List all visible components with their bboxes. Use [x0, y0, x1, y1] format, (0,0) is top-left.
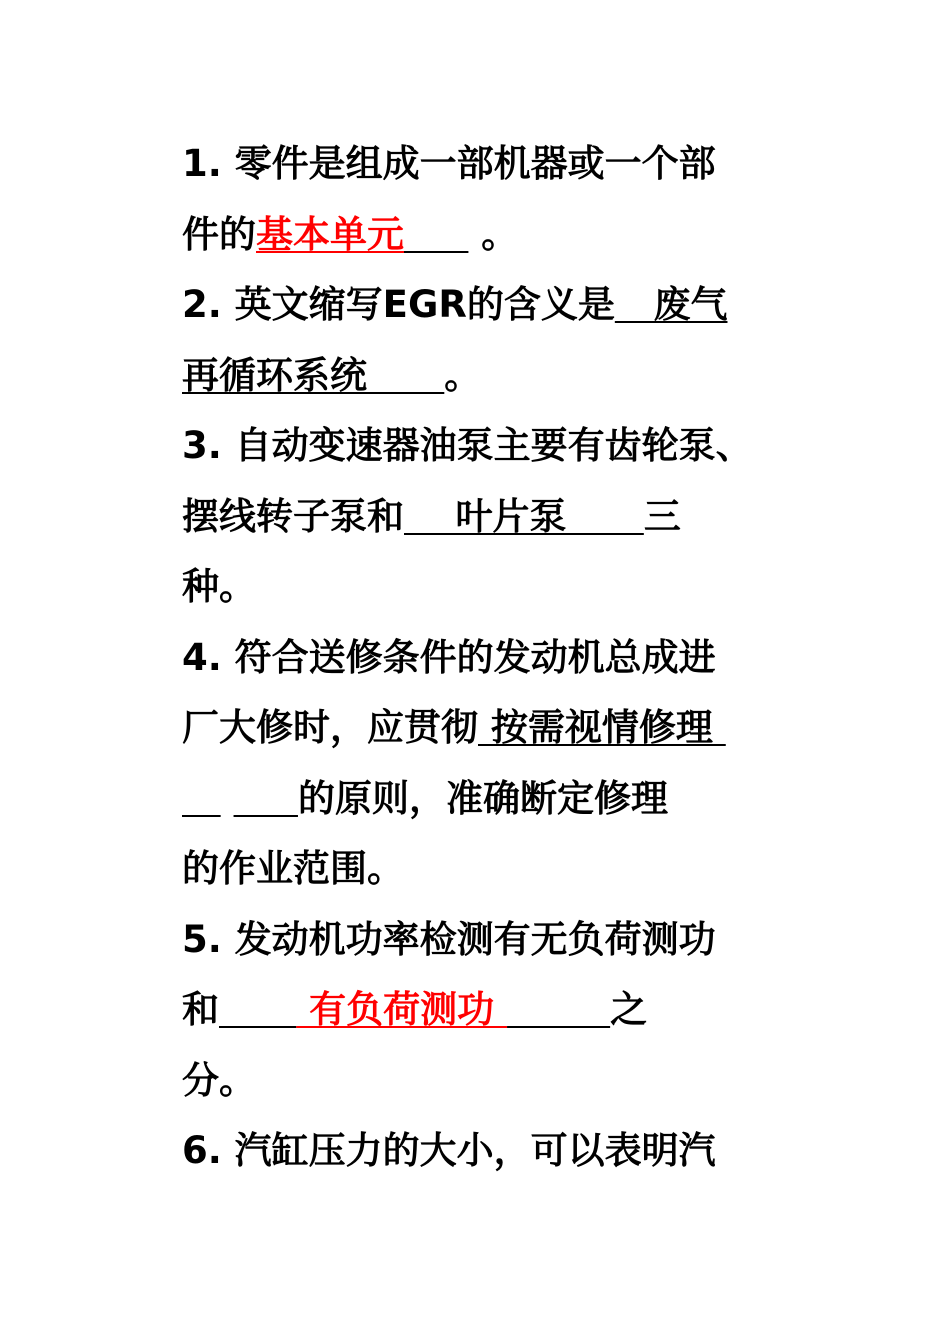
line-text: [221, 777, 234, 820]
line-text: 2. 英文缩写EGR的含义是: [182, 283, 615, 326]
answer-blank: 按需视情修理: [478, 706, 726, 749]
line-text: 厂大修时，应贯彻: [182, 706, 478, 749]
line-text: 。: [444, 354, 482, 397]
document-line: [182, 140, 716, 188]
line-text: 的原则，准确断定修理: [297, 777, 668, 820]
line-text: 。: [468, 213, 519, 256]
answer-blank: 有负荷测功: [296, 988, 508, 1031]
line-text: 摆线转子泵和: [182, 495, 404, 538]
answer-blank: [507, 988, 610, 1031]
line-text: 6. 汽缸压力的大小，可以表明汽: [182, 1129, 716, 1172]
line-text: 4. 符合送修条件的发动机总成进: [182, 636, 716, 679]
answer-blank: [234, 777, 298, 820]
document-line: [182, 422, 753, 470]
document-line: [182, 1127, 716, 1175]
document-line: [182, 211, 518, 259]
answer-blank: [404, 213, 468, 256]
document-line: [182, 563, 256, 611]
line-text: 种。: [182, 565, 256, 608]
document-line: [182, 1057, 256, 1105]
line-text: 三: [643, 495, 681, 538]
line-text: 和: [182, 988, 219, 1031]
answer-blank: [182, 777, 221, 820]
answer-blank: 基本单元: [256, 213, 404, 256]
line-text: 之: [610, 988, 648, 1031]
document-line: [182, 916, 716, 964]
line-text: 件的: [182, 213, 256, 256]
document-line: [182, 281, 727, 329]
line-text: 分。: [182, 1059, 256, 1102]
document-line: [182, 352, 481, 400]
document-line: [182, 634, 716, 682]
document-line: [182, 704, 726, 752]
document-line: [182, 493, 681, 541]
answer-blank: 废气: [614, 283, 728, 326]
line-text: 3. 自动变速器油泵主要有齿轮泵、: [182, 424, 753, 467]
answer-blank: [219, 988, 296, 1031]
line-text: 5. 发动机功率检测有无负荷测功: [182, 918, 716, 961]
document-line: [182, 845, 404, 893]
document-line: [182, 986, 647, 1034]
line-text: 的作业范围。: [182, 847, 404, 890]
document-line: [182, 775, 668, 823]
answer-blank: 再循环系统: [182, 354, 445, 397]
line-text: 1. 零件是组成一部机器或一个部: [182, 142, 716, 185]
answer-blank: 叶片泵: [404, 495, 644, 538]
